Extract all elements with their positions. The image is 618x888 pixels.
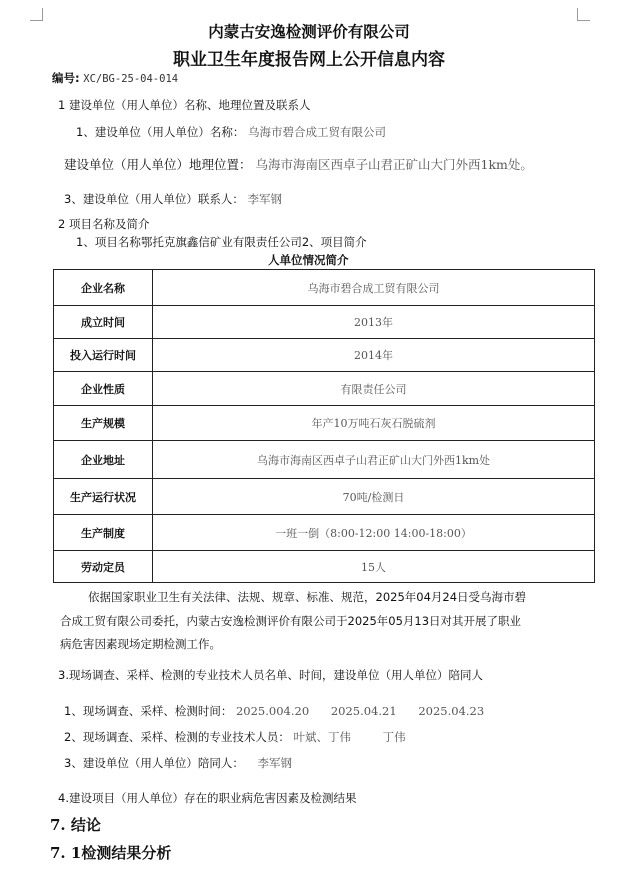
paragraph-line-2: 合成工贸有限公司委托，内蒙古安逸检测评价有限公司于2025年05月13日对其开展了职业 [60, 614, 522, 628]
table-title: 人单位情况简介 [268, 253, 349, 267]
unit-location-label: 建设单位（用人单位）地理位置： [64, 157, 252, 172]
unit-name-line [76, 124, 386, 140]
row-value: 一班一倒（8:00-12:00 14:00-18:00） [153, 515, 595, 551]
report-title: 职业卫生年度报告网上公开信息内容 [173, 50, 445, 70]
row-label: 生产运行状况 [54, 479, 153, 515]
table-row [54, 339, 595, 372]
escort-line [64, 755, 292, 771]
unit-location-value: 乌海市海南区西卓子山君正矿山大门外西1km处。 [255, 157, 533, 172]
row-label: 生产规模 [54, 406, 153, 441]
row-label: 企业性质 [54, 372, 153, 406]
paragraph-line-1: 依据国家职业卫生有关法律、法规、规章、标准、规范，2025年04月24日受乌海市碧 [88, 590, 527, 604]
report-number-value: XC/BG-25-04-014 [83, 73, 179, 85]
unit-contact-value: 李军钢 [247, 192, 282, 206]
project-subheading: 1、项目名称鄂托克旗鑫信矿业有限责任公司2、项目简介 [76, 235, 367, 249]
unit-contact-label: 3、建设单位（用人单位）联系人： [64, 192, 244, 206]
result-analysis-heading: 7. 1检测结果分析 [50, 844, 172, 862]
report-number [52, 70, 178, 86]
unit-name-value: 乌海市碧合成工贸有限公司 [247, 125, 386, 139]
survey-staff-label: 2、现场调查、采样、检测的专业技术人员： [64, 730, 290, 744]
report-number-label: 编号: [52, 71, 80, 85]
row-value: 2014年 [153, 339, 595, 372]
row-value: 70吨/检测日 [153, 479, 595, 515]
row-value: 乌海市海南区西卓子山君正矿山大门外西1km处 [153, 441, 595, 479]
unit-info-table [53, 269, 595, 583]
escort-value: 李军钢 [257, 756, 292, 770]
table-row [54, 515, 595, 551]
survey-time-line [64, 703, 484, 719]
row-value: 年产10万吨石灰石脱硫剂 [153, 406, 595, 441]
table-row [54, 441, 595, 479]
table-row [54, 306, 595, 339]
company-title: 内蒙古安逸检测评价有限公司 [208, 22, 410, 41]
table-row [54, 551, 595, 583]
escort-label: 3、建设单位（用人单位）陪同人： [64, 756, 244, 770]
section4-heading: 4.建设项目（用人单位）存在的职业病危害因素及检测结果 [58, 791, 357, 805]
row-label: 生产制度 [54, 515, 153, 551]
row-value: 15人 [153, 551, 595, 583]
survey-staff-value-extra: 丁伟 [382, 730, 406, 744]
row-label: 成立时间 [54, 306, 153, 339]
section2-heading: 2 项目名称及简介 [58, 217, 150, 231]
survey-staff-value: 叶斌、丁伟 [293, 730, 351, 744]
survey-time-1: 2025.004.20 [235, 704, 310, 718]
unit-location-line [64, 155, 533, 173]
row-value: 2013年 [153, 306, 595, 339]
survey-staff-line [64, 729, 406, 745]
paragraph-line-3: 病危害因素现场定期检测工作。 [60, 637, 221, 651]
section1-heading: 1 建设单位（用人单位）名称、地理位置及联系人 [58, 98, 311, 112]
table-row [54, 372, 595, 406]
survey-time-label: 1、现场调查、采样、检测时间： [64, 704, 233, 718]
conclusion-heading: 7. 结论 [50, 816, 101, 834]
table-row [54, 479, 595, 515]
row-label: 企业名称 [54, 270, 153, 306]
row-label: 劳动定员 [54, 551, 153, 583]
row-label: 企业地址 [54, 441, 153, 479]
section3-heading: 3.现场调查、采样、检测的专业技术人员名单、时间，建设单位（用人单位）陪同人 [58, 668, 483, 682]
row-value: 有限责任公司 [153, 372, 595, 406]
row-value: 乌海市碧合成工贸有限公司 [153, 270, 595, 306]
survey-time-3: 2025.04.23 [418, 704, 485, 718]
unit-contact-line [64, 191, 282, 207]
survey-time-2: 2025.04.21 [330, 704, 397, 718]
unit-name-label: 1、建设单位（用人单位）名称： [76, 125, 245, 139]
table-row [54, 406, 595, 441]
table-row [54, 270, 595, 306]
row-label: 投入运行时间 [54, 339, 153, 372]
